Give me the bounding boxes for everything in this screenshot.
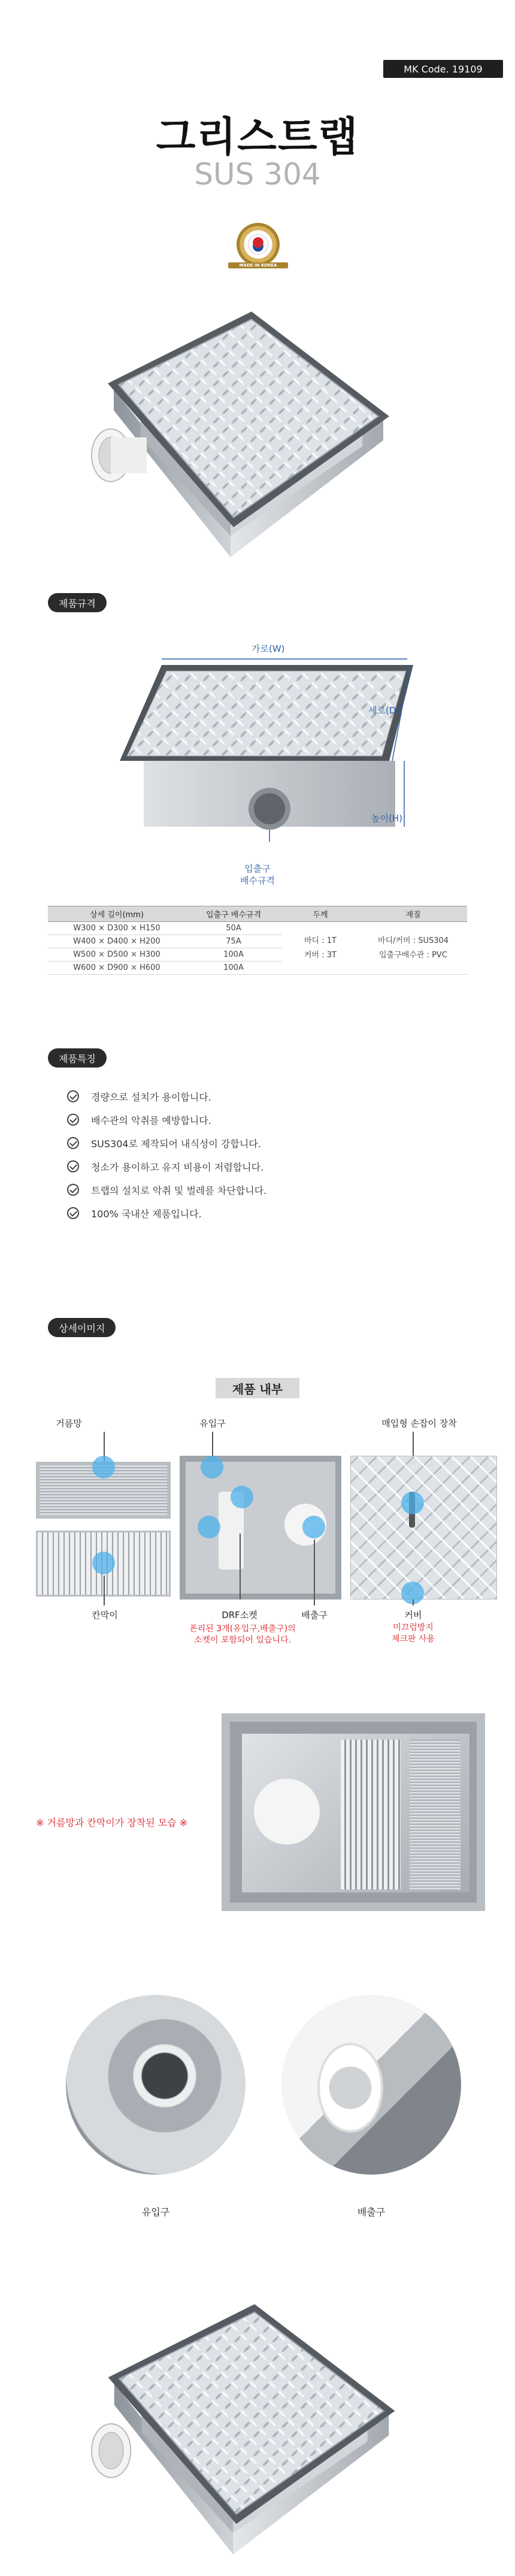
callout-dot	[201, 1456, 223, 1479]
outlet-closeup-image	[281, 1995, 461, 2175]
spec-pipe-cell: 100A	[186, 948, 281, 962]
spec-pipe-cell: 100A	[186, 962, 281, 975]
spec-material-cell	[359, 922, 467, 975]
callout-line	[104, 1576, 105, 1606]
callout-line	[314, 1540, 315, 1606]
dim-width-label: 가로(W)	[252, 643, 285, 654]
table-row	[48, 922, 467, 935]
mk-code-text: MK Code. 19109	[404, 63, 483, 75]
list-item	[67, 1087, 211, 1105]
feature-text: 청소가 용이하고 유지 비용이 저렴합니다.	[91, 1161, 264, 1173]
spec-pipe-cell: 50A	[186, 922, 281, 935]
assembled-trap-image	[222, 1713, 485, 1911]
check-circle-icon	[67, 1207, 79, 1219]
dim-inlet-outlet-size-text: 배수규격	[240, 875, 275, 886]
list-item	[67, 1204, 202, 1222]
callout-outlet-label: 배출구	[301, 1610, 328, 1620]
feature-text: 배수관의 악취를 예방합니다.	[91, 1114, 211, 1126]
callout-drf-label: DRF소켓	[222, 1610, 258, 1620]
spec-section-label	[48, 593, 107, 612]
callout-strainer-label: 거름망	[56, 1418, 82, 1429]
spec-table	[48, 906, 467, 975]
spec-header-size: 상세 길이(mm)	[48, 906, 186, 922]
callout-drf-note: 폰리된 3개(유입구,배출구)의 소켓이 포함되어 있습니다.	[189, 1624, 296, 1645]
spec-pipe-cell: 75A	[186, 935, 281, 948]
feature-text: 트랩의 설치로 악취 및 벌레를 차단합니다.	[91, 1184, 267, 1196]
check-circle-icon	[67, 1184, 79, 1196]
detail-section-label	[48, 1318, 116, 1337]
check-circle-icon	[67, 1160, 79, 1172]
inlet-caption: 유입구	[141, 2206, 170, 2218]
outlet-caption: 배출구	[357, 2206, 386, 2218]
spec-header-thickness: 두께	[281, 906, 359, 922]
spec-size-cell: W300 × D300 × H150	[48, 922, 186, 935]
callout-cover-note: 미끄럼방지 체크판 사용	[391, 1623, 435, 1644]
spec-size-cell: W500 × D500 × H300	[48, 948, 186, 962]
feature-section-label-text: 제품특징	[59, 1053, 96, 1065]
check-circle-icon	[67, 1137, 79, 1149]
assembled-pipe-shape	[254, 1779, 320, 1845]
seal-text: MADE IN KOREA	[228, 262, 288, 268]
list-item	[67, 1181, 266, 1199]
assembled-baffle-shape	[341, 1740, 401, 1889]
spec-section-label-text: 제품규격	[59, 597, 96, 609]
spec-header-material: 재질	[359, 906, 467, 922]
feature-section-label	[48, 1048, 107, 1068]
inside-label	[216, 1378, 299, 1398]
cover-plate-image	[350, 1456, 497, 1600]
check-circle-icon	[67, 1090, 79, 1102]
product-subtitle: SUS 304	[194, 157, 321, 192]
callout-dot	[92, 1552, 115, 1574]
bottom-product-image	[90, 2288, 413, 2564]
inside-label-text: 제품 내부	[232, 1381, 283, 1396]
callout-cover-label: 커버	[404, 1610, 422, 1620]
callout-dot	[401, 1492, 424, 1514]
callout-line	[413, 1600, 414, 1606]
callout-inlet-label: 유입구	[199, 1418, 226, 1429]
callout-dot	[198, 1516, 220, 1538]
spec-table-header-row	[48, 906, 467, 922]
detail-section-label-text: 상세이미지	[59, 1322, 105, 1334]
made-in-korea-seal	[237, 223, 280, 271]
callout-dot	[92, 1456, 115, 1479]
thickness-body: 바디 : 1T	[304, 936, 337, 945]
korea-flag-icon	[248, 234, 268, 255]
feature-text: 100% 국내산 제품입니다.	[91, 1208, 202, 1220]
list-item	[67, 1157, 263, 1175]
mk-code-badge	[383, 60, 503, 78]
dim-depth-label: 세로(D)	[368, 705, 400, 716]
callout-baffle-label: 칸막이	[92, 1610, 118, 1620]
material-body: 바디/커버 : SUS304	[377, 936, 449, 945]
assembled-note: ※ 거름망과 칸막이가 장착된 모습 ※	[36, 1817, 188, 1828]
list-item	[67, 1111, 211, 1129]
feature-text: SUS304로 제작되어 내식성이 강합니다.	[91, 1138, 261, 1150]
hero-product-image	[90, 300, 407, 563]
callout-dot	[302, 1516, 325, 1538]
callout-dot	[231, 1486, 253, 1508]
callout-handle-label: 매입형 손잡이 장착	[381, 1418, 457, 1429]
dim-inlet-outlet-text: 입출구	[244, 863, 271, 874]
spec-header-pipe: 입출구 배수규격	[186, 906, 281, 922]
dim-height-label: 높이(H)	[371, 813, 402, 824]
feature-text: 경량으로 설치가 용이합니다.	[91, 1091, 211, 1103]
callout-line	[240, 1534, 241, 1600]
list-item	[67, 1134, 261, 1152]
check-circle-icon	[67, 1114, 79, 1126]
dim-pipe-label	[240, 863, 275, 887]
assembled-strainer-shape	[410, 1740, 461, 1889]
spec-size-cell: W600 × D900 × H600	[48, 962, 186, 975]
spec-size-cell: W400 × D400 × H200	[48, 935, 186, 948]
thickness-cover: 커버 : 3T	[304, 950, 337, 960]
material-pipe: 입출구배수관 : PVC	[379, 950, 447, 960]
inlet-closeup-image	[66, 1995, 246, 2175]
spec-thickness-cell	[281, 922, 359, 975]
product-title: 그리스트랩	[156, 114, 359, 161]
